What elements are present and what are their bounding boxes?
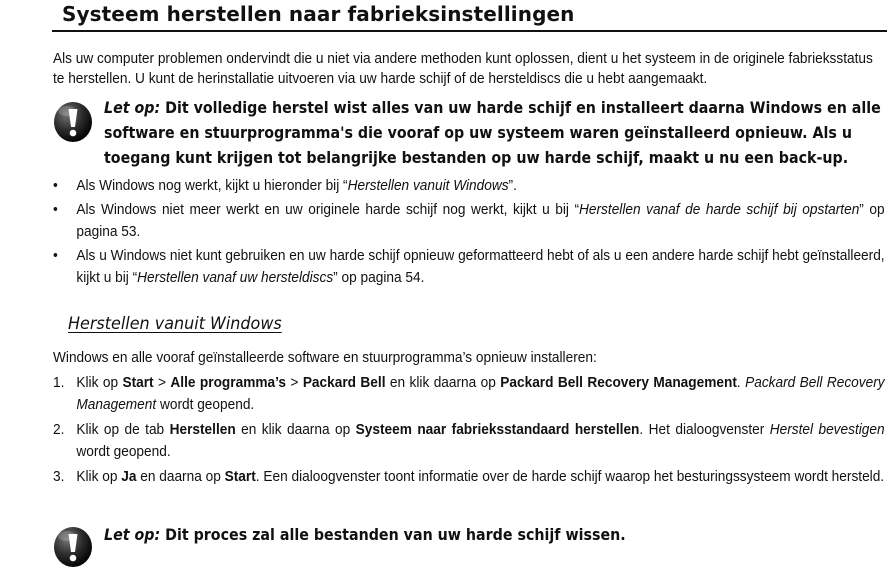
ui-term-all-programs: Alle programma’s	[170, 374, 287, 391]
ui-term-start: Start	[224, 468, 256, 485]
step-text: Klik op de tab	[76, 421, 170, 438]
list-item-text: ” op pagina 54.	[333, 269, 425, 286]
section-title-bar	[52, 0, 887, 32]
window-name: Packard Bell Recovery Management	[76, 374, 885, 413]
page-title: Systeem herstellen naar fabrieksinstellingen	[62, 2, 575, 26]
step-text: .	[736, 374, 746, 391]
ui-term-herstellen-tab: Herstellen	[169, 421, 236, 438]
step-item	[53, 466, 885, 488]
step-text: >	[286, 374, 303, 391]
step-item	[53, 372, 885, 416]
link-herstellen-vanaf-harde-schijf[interactable]: Herstellen vanaf de harde schijf bij opstarten	[579, 201, 860, 218]
ui-term-ja: Ja	[121, 468, 137, 485]
list-item-text: Als Windows nog werkt, kijkt u hieronder bij “	[76, 177, 348, 194]
step-text: . Een dialoogvenster toont informatie over de harde schijf waarop het besturingssysteem wordt hersteld.	[255, 468, 885, 485]
exclamation-icon	[53, 526, 93, 568]
restore-options-list	[53, 175, 885, 291]
exclamation-icon	[53, 101, 93, 143]
step-text: en klik daarna op	[235, 421, 356, 438]
ui-term-factory-restore: Systeem naar fabrieksstandaard herstellen	[355, 421, 640, 438]
step-text: >	[153, 374, 171, 391]
step-item	[53, 419, 885, 463]
note-label: Let op:	[104, 98, 161, 117]
list-item-text: Als Windows niet meer werkt en uw originele harde schijf nog werkt, kijkt u bij “	[76, 201, 580, 218]
steps-list	[53, 372, 885, 491]
warning-note-erase	[104, 522, 887, 547]
step-text: en daarna op	[136, 468, 225, 485]
step-text: Klik op	[76, 374, 123, 391]
step-number: 2.	[53, 421, 65, 438]
note-text: Dit proces zal alle bestanden van uw harde schijf wissen.	[160, 525, 626, 544]
ui-term-packard-bell: Packard Bell	[302, 374, 386, 391]
warning-note-full-restore	[104, 95, 887, 170]
step-text: en klik daarna op	[385, 374, 501, 391]
link-herstellen-vanuit-windows[interactable]: Herstellen vanuit Windows	[347, 177, 509, 194]
ui-term-start: Start	[122, 374, 154, 391]
list-item-text: Als u Windows niet kunt gebruiken en uw harde schijf opnieuw geformatteerd hebt of als u een andere harde schijf hebt geïnstalleerd, kijkt u bij “	[76, 247, 885, 286]
step-number: 3.	[53, 468, 65, 485]
list-item	[53, 199, 885, 243]
link-herstellen-vanaf-hersteldiscs[interactable]: Herstellen vanaf uw hersteldiscs	[137, 269, 334, 286]
list-item	[53, 245, 885, 289]
dialog-name: Herstel bevestigen	[769, 421, 885, 438]
subsection-heading: Herstellen vanuit Windows	[68, 314, 282, 334]
list-item	[53, 175, 885, 197]
ui-term-recovery-management: Packard Bell Recovery Management	[500, 374, 737, 391]
list-item-text: ” op pagina 53.	[76, 201, 885, 240]
note-text: Dit volledige herstel wist alles van uw harde schijf en installeert daarna Windows en alle software en stuurprogramma's die vooraf op uw systeem waren geïnstalleerd opnieuw. Als u toegang kunt krijgen tot belangrijke bestanden op uw harde schijf, maakt u nu een back-up.	[104, 98, 881, 167]
note-label: Let op:	[104, 525, 161, 544]
step-number: 1.	[53, 374, 65, 391]
step-text: wordt geopend.	[76, 443, 171, 460]
intro-paragraph: Als uw computer problemen ondervindt die u niet via andere methoden kunt oplossen, dient u het systeem in de originele fabrieksstatus te herstellen. U kunt de herinstallatie uitvoeren via uw harde schijf of de hersteldiscs die u hebt aangemaakt.	[53, 50, 873, 87]
lead-paragraph: Windows en alle vooraf geïnstalleerde software en stuurprogramma’s opnieuw installeren:	[53, 349, 597, 366]
step-text: . Het dialoogvenster	[639, 421, 770, 438]
step-text: Klik op	[76, 468, 122, 485]
step-text: wordt geopend.	[156, 396, 255, 413]
list-item-text: ”.	[508, 177, 517, 194]
